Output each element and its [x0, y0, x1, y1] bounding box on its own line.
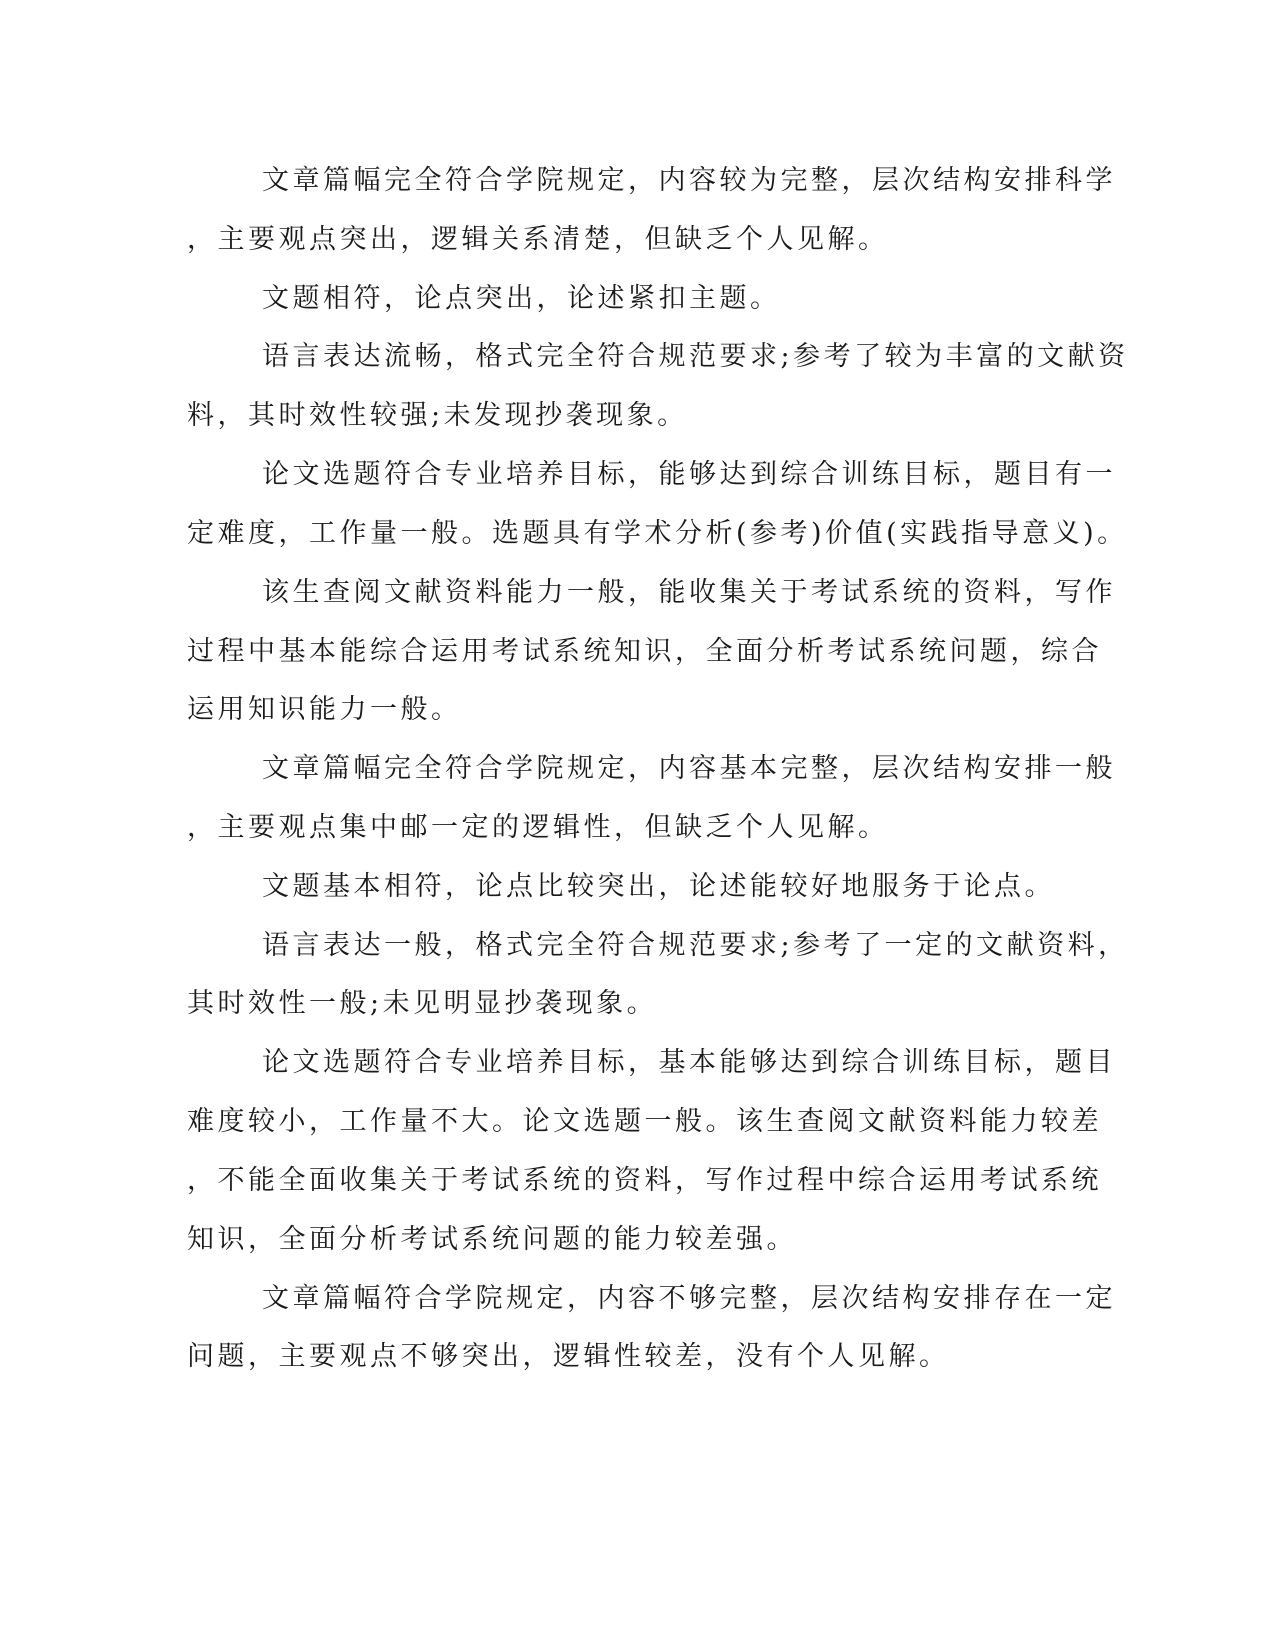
text-line: 语言表达一般，格式完全符合规范要求;参考了一定的文献资料，: [262, 930, 1129, 961]
text-line: 运用知识能力一般。: [187, 694, 462, 725]
text-line: 论文选题符合专业培养目标，基本能够达到综合训练目标，题目: [262, 1047, 1116, 1078]
text-line: ，不能全面收集关于考试系统的资料，写作过程中综合运用考试系统: [187, 1165, 1102, 1196]
text-line: 其时效性一般;未见明显抄袭现象。: [187, 988, 658, 1019]
text-line: 料，其时效性较强;未发现抄袭现象。: [187, 400, 688, 431]
text-line: 过程中基本能综合运用考试系统知识，全面分析考试系统问题，综合: [187, 636, 1102, 667]
text-line: ，主要观点集中邮一定的逻辑性，但缺乏个人见解。: [187, 812, 889, 843]
text-line: 问题，主要观点不够突出，逻辑性较差，没有个人见解。: [187, 1341, 950, 1372]
text-line: 定难度，工作量一般。选题具有学术分析(参考)价值(实践指导意义)。: [187, 518, 1128, 549]
text-line: 论文选题符合专业培养目标，能够达到综合训练目标，题目有一: [262, 459, 1116, 490]
text-line: 该生查阅文献资料能力一般，能收集关于考试系统的资料，写作: [262, 577, 1116, 608]
text-line: 文章篇幅完全符合学院规定，内容较为完整，层次结构安排科学: [262, 165, 1116, 196]
text-line: 知识，全面分析考试系统问题的能力较差强。: [187, 1224, 797, 1255]
text-line: 文题相符，论点突出，论述紧扣主题。: [262, 283, 781, 314]
text-line: 难度较小，工作量不大。论文选题一般。该生查阅文献资料能力较差: [187, 1106, 1102, 1137]
text-line: 文题基本相符，论点比较突出，论述能较好地服务于论点。: [262, 871, 1055, 902]
text-line: ，主要观点突出，逻辑关系清楚，但缺乏个人见解。: [187, 224, 889, 255]
text-line: 语言表达流畅，格式完全符合规范要求;参考了较为丰富的文献资: [262, 341, 1129, 372]
text-line: 文章篇幅符合学院规定，内容不够完整，层次结构安排存在一定: [262, 1283, 1116, 1314]
text-line: 文章篇幅完全符合学院规定，内容基本完整，层次结构安排一般: [262, 753, 1116, 784]
